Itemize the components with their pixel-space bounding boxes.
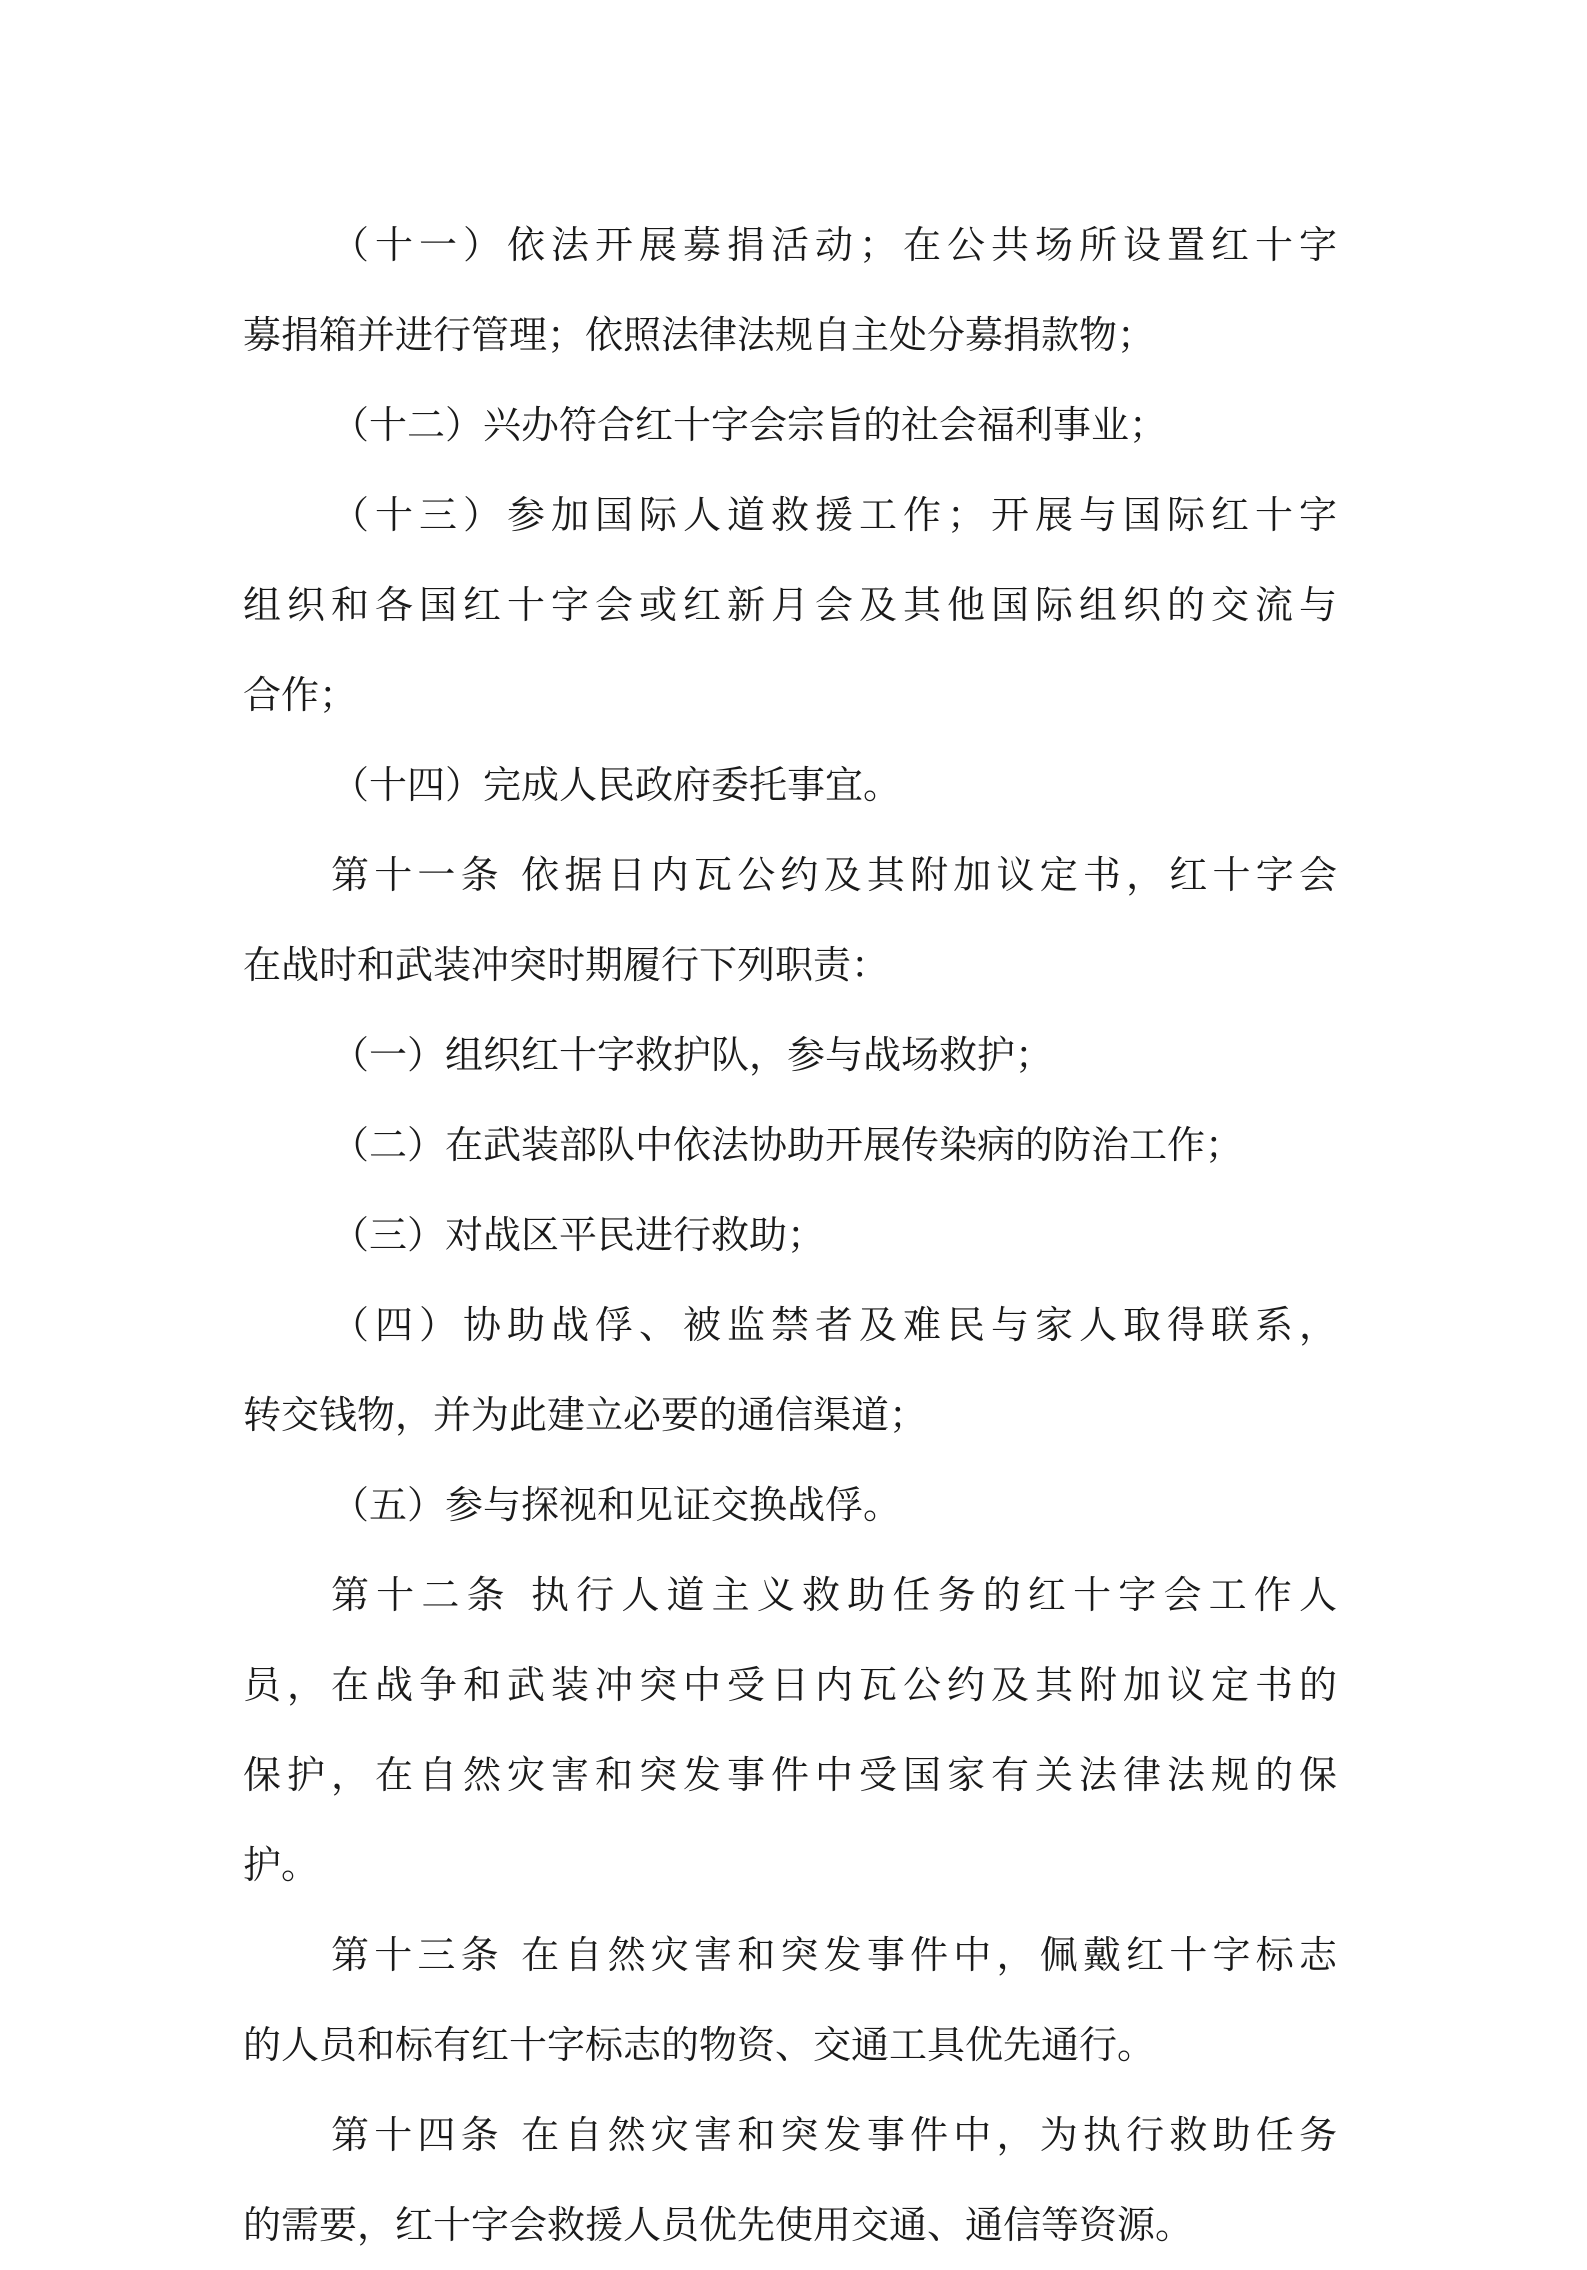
text-line: 的需要，红十字会救援人员优先使用交通、通信等资源。	[243, 2203, 1194, 2247]
text-line: 组织和各国红十字会或红新月会及其他国际组织的交流与	[243, 583, 1337, 627]
text-line: 募捐箱并进行管理；依照法律法规自主处分募捐款物；	[243, 313, 1156, 357]
document-body	[243, 200, 1337, 2270]
text-line: 合作；	[243, 673, 358, 717]
text-line: （十四）完成人民政府委托事宜。	[331, 763, 902, 807]
text-line: 保护，在自然灾害和突发事件中受国家有关法律法规的保	[243, 1753, 1337, 1797]
text-line: （二）在武装部队中依法协助开展传染病的防治工作；	[331, 1123, 1244, 1167]
text-line: （三）对战区平民进行救助；	[331, 1213, 826, 1257]
text-line: （十三）参加国际人道救援工作；开展与国际红十字	[331, 493, 1337, 537]
text-line: 第十一条 依据日内瓦公约及其附加议定书，红十字会	[331, 853, 1337, 897]
text-line: （十二）兴办符合红十字会宗旨的社会福利事业；	[331, 403, 1168, 447]
text-line: 转交钱物，并为此建立必要的通信渠道；	[243, 1393, 928, 1437]
text-line: （一）组织红十字救护队，参与战场救护；	[331, 1033, 1054, 1077]
text-line: （四）协助战俘、被监禁者及难民与家人取得联系，	[331, 1303, 1337, 1347]
text-line: 在战时和武装冲突时期履行下列职责：	[243, 943, 890, 987]
text-line: 护。	[243, 1843, 320, 1887]
text-line: （十一）依法开展募捐活动；在公共场所设置红十字	[331, 223, 1337, 267]
text-line: 第十二条 执行人道主义救助任务的红十字会工作人	[331, 1573, 1337, 1617]
text-line: （五）参与探视和见证交换战俘。	[331, 1483, 902, 1527]
text-line: 员，在战争和武装冲突中受日内瓦公约及其附加议定书的	[243, 1663, 1337, 1707]
text-line: 第十三条 在自然灾害和突发事件中，佩戴红十字标志	[331, 1933, 1337, 1977]
text-line: 第十四条 在自然灾害和突发事件中，为执行救助任务	[331, 2113, 1337, 2157]
text-line: 的人员和标有红十字标志的物资、交通工具优先通行。	[243, 2023, 1156, 2067]
